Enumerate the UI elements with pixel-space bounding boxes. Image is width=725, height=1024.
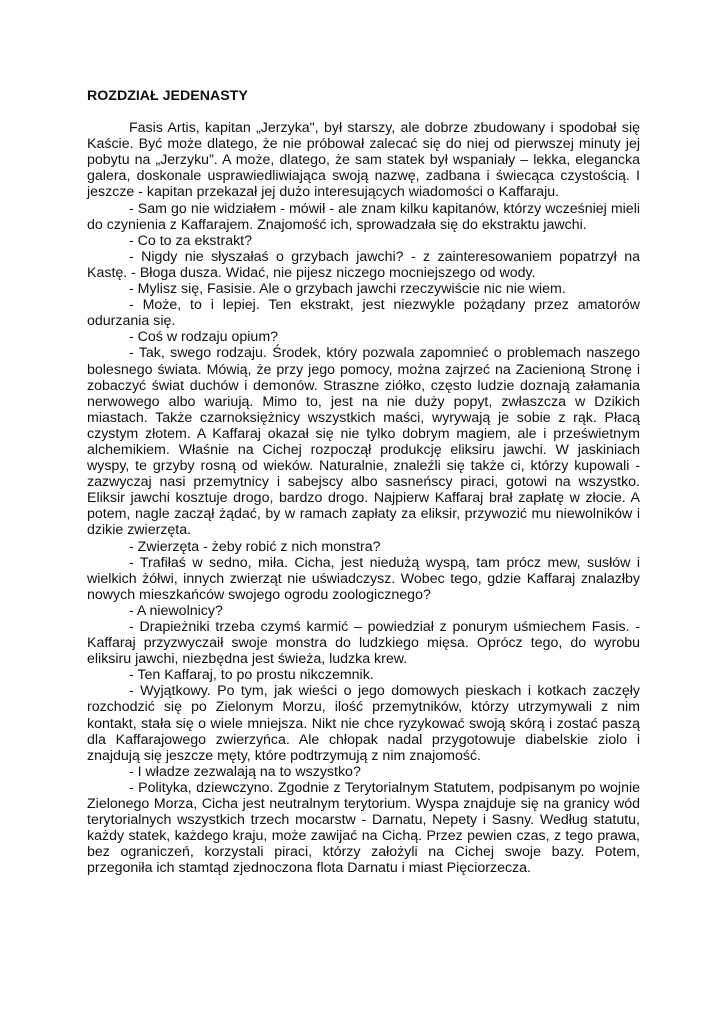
paragraph: - Polityka, dziewczyno. Zgodnie z Terytorialnym Statutem, podpisanym po wojnie Zielonego Morza, Cicha jest neutralnym terytorium. Wyspa znajduje się na granicy wód terytorialnych wszystkich trzech mocarstw - Darnatu, Nepety i Sasny. Według statutu, każdy statek, każdego kraju, może zawijać na Cichą. Przez pewien czas, z tego prawa, bez ograniczeń, korzystali piraci, którzy założyli na Cichej swoje bazy. Potem, przegoniła ich stamtąd zjednoczona flota Darnatu i miast Pięciorzecza.: [87, 779, 640, 877]
paragraph: - Co to za ekstrakt?: [129, 232, 253, 249]
paragraph: - Wyjątkowy. Po tym, jak wieści o jego domowych pieskach i kotkach zaczęły rozchodzić się po Zielonym Morzu, ilość przemytników, którzy utrzymywali z nim kontakt, stała się o wiele mniejsza. Nikt nie chce ryzykować swoją skórą i zostać paszą dla Kaffarajowego zwierzyńca. Ale chłopak nadal przygotowuje diabelskie ziolo i znajdują się jeszcze męty, które podtrzymują z nim znajomość.: [87, 683, 640, 764]
document-page: [87, 88, 640, 877]
paragraph: - Ten Kaffaraj, to po prostu nikczemnik.: [129, 667, 374, 684]
paragraph: - I władze zezwalają na to wszystko?: [129, 763, 361, 780]
paragraph: Fasis Artis, kapitan „Jerzyka", był starszy, ale dobrze zbudowany i spodobał się Kaście. Być może dlatego, że nie próbował zalecać się do niej od pierwszej minuty jej pobytu na „Jerzyku”. A może, dlatego, że sam statek był wspaniały – lekka, elegancka galera, doskonale usprawiedliwiająca swoją nazwę, zadbana i świecąca czystością. I jeszcze - kapitan przekazał jej dużo interesujących wiadomości o Kaffaraju.: [87, 120, 640, 201]
paragraph: - Mylisz się, Fasisie. Ale o grzybach jawchi rzeczywiście nic nie wiem.: [129, 281, 566, 298]
paragraph: - Drapieżniki trzeba czymś karmić – powiedział z ponurym uśmiechem Fasis. - Kaffaraj przyzwyczaił swoje monstra do ludzkiego mięsa. Oprócz tego, do wyrobu eliksiru jawchi, niezbędna jest świeża, ludzka krew.: [87, 619, 640, 668]
paragraph: - Coś w rodzaju opium?: [129, 329, 279, 346]
paragraph: - Nigdy nie słyszałaś o grzybach jawchi? - z zainteresowaniem popatrzył na Kastę. - Błoga dusza. Widać, nie pijesz niczego mocniejszego od wody.: [87, 248, 640, 281]
paragraph: - A niewolnicy?: [129, 602, 223, 619]
paragraph: - Może, to i lepiej. Ten ekstrakt, jest niezwykle pożądany przez amatorów odurzania się.: [87, 297, 640, 330]
paragraph: - Sam go nie widziałem - mówił - ale znam kilku kapitanów, którzy wcześniej mieli do czynienia z Kaffarajem. Znajomość ich, sprowadzała się do ekstraktu jawchi.: [87, 200, 640, 233]
paragraph: - Trafiłaś w sedno, miła. Cicha, jest niedużą wyspą, tam prócz mew, susłów i wielkich żółwi, innych zwierząt nie uświadczysz. Wobec tego, gdzie Kaffaraj znalazłby nowych mieszkańców swojego ogrodu zoologicznego?: [87, 554, 640, 603]
chapter-title: ROZDZIAŁ JEDENASTY: [87, 88, 248, 104]
paragraph: - Zwierzęta - żeby robić z nich monstra?: [129, 538, 381, 555]
paragraph: - Tak, swego rodzaju. Środek, który pozwala zapomnieć o problemach naszego bolesnego świata. Mówią, że przy jego pomocy, można zajrzeć na Zacienioną Stronę i zobaczyć świat duchów i demonów. Straszne ziółko, często ludzie doznają załamania nerwowego albo wariują. Mimo to, jest na nie duży popyt, zwłaszcza w Dzikich miastach. Także czarnoksiężnicy wszystkich maści, wyrywają je sobie z rąk. Płacą czystym złotem. A Kaffaraj okazał się nie tylko dobrym magiem, ale i prześwietnym alchemikiem. Właśnie na Cichej rozpoczął produkcję eliksiru jawchi. W jaskiniach wyspy, te grzyby rosną od wieków. Naturalnie, znaleźli się także ci, którzy kupowali - zazwyczaj nasi przemytnicy i sabejscy albo sasneńscy piraci, gotowi na wszystko. Eliksir jawchi kosztuje drogo, bardzo drogo. Najpierw Kaffaraj brał zapłatę w złocie. A potem, nagle zaczął żądać, by w ramach zapłaty za eliksir, przywozić mu niewolników i dzikie zwierzęta.: [87, 345, 640, 539]
